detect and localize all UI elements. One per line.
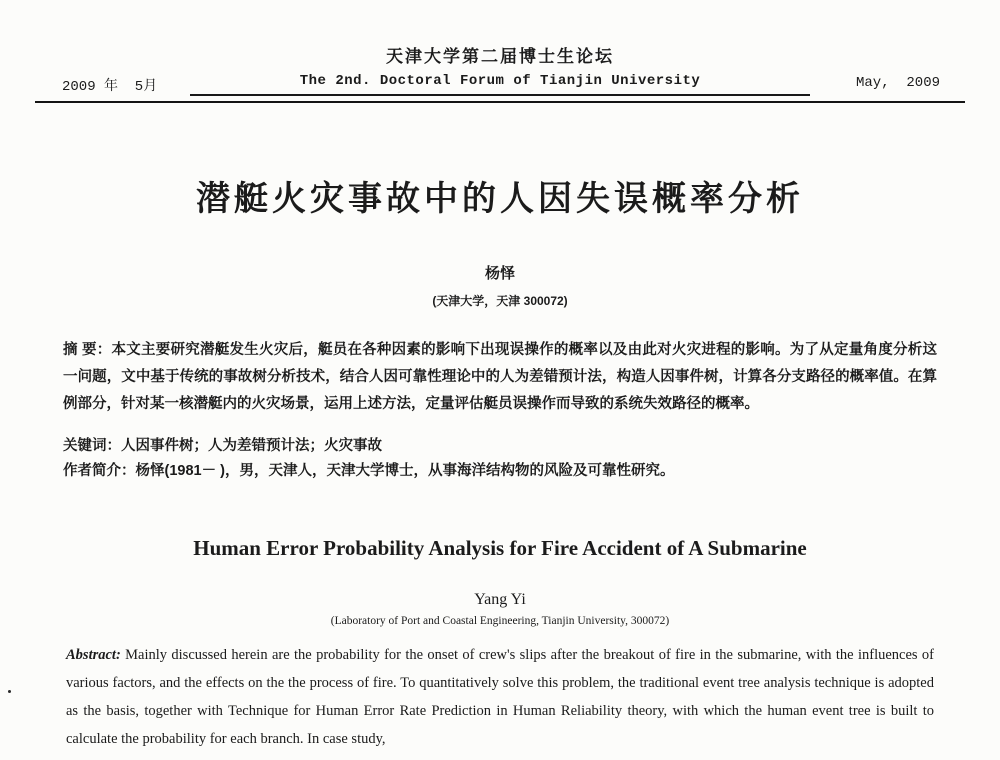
author-bio-chinese <box>63 459 937 484</box>
keywords-label-chinese: 关键词： <box>63 438 121 454</box>
affiliation-chinese: (天津大学，天津 300072) <box>432 294 568 308</box>
journal-header <box>0 0 1000 103</box>
paper-title-chinese: 潜艇火灾事故中的人因失误概率分析 <box>196 180 804 218</box>
abstract-label-english: Abstract: <box>66 647 121 663</box>
header-row <box>0 71 1000 97</box>
issue-date-chinese: 2009 年 5月 <box>62 79 158 95</box>
abstract-text-chinese: 本文主要研究潜艇发生火灾后，艇员在各种因素的影响下出现误操作的概率以及由此对火灾进程的影响。为了从定量角度分析这一问题，文中基于传统的事故树分析技术，结合人因可靠性理论中的人为差错预计法，构造人因事件树，计算各分支路径的概率值。在算例部分，针对某一核潜艇内的火灾场景，运用上述方法，定量评估艇员误操作而导致的系统失效路径的概率。 <box>63 342 937 412</box>
issue-date-english: May, 2009 <box>855 75 940 91</box>
author-name-english: Yang Yi <box>474 591 526 608</box>
forum-title-chinese: 天津大学第二届博士生论坛 <box>386 47 614 66</box>
paper-title-english: Human Error Probability Analysis for Fire Accident of A Submarine <box>193 536 807 560</box>
header-rule <box>35 101 965 103</box>
abstract-label-chinese: 摘 要： <box>63 342 112 358</box>
affiliation-english: (Laboratory of Port and Coastal Engineering, Tianjin University, 300072) <box>330 615 670 627</box>
forum-title-english: The 2nd. Doctoral Forum of Tianjin University <box>299 73 701 89</box>
keywords-text-chinese: 人因事件树；人为差错预计法；火灾事故 <box>121 438 382 454</box>
abstract-english <box>66 641 934 753</box>
abstract-text-english: Mainly discussed herein are the probability for the onset of crew's slips after the breakout of fire in the submarine, with the influences of various factors, and the effects on the the process of fire. To quantitatively solve this problem, the traditional event tree analysis technique is adopted as the basis, together with Technique for Human Error Rate Prediction in Human Reliability theory, with which the human event tree is built to calculate the probability for each branch. In case study, <box>66 647 934 747</box>
abstract-chinese <box>63 337 937 418</box>
scan-artifact-dot <box>8 690 11 693</box>
bio-label-chinese: 作者简介： <box>63 463 136 479</box>
forum-title-english-underline <box>190 71 810 96</box>
bio-text-chinese: 杨怿(1981－ )，男，天津人，天津大学博士，从事海洋结构物的风险及可靠性研究。 <box>135 463 675 479</box>
keywords-chinese <box>63 434 937 459</box>
author-name-chinese: 杨怿 <box>484 265 515 282</box>
